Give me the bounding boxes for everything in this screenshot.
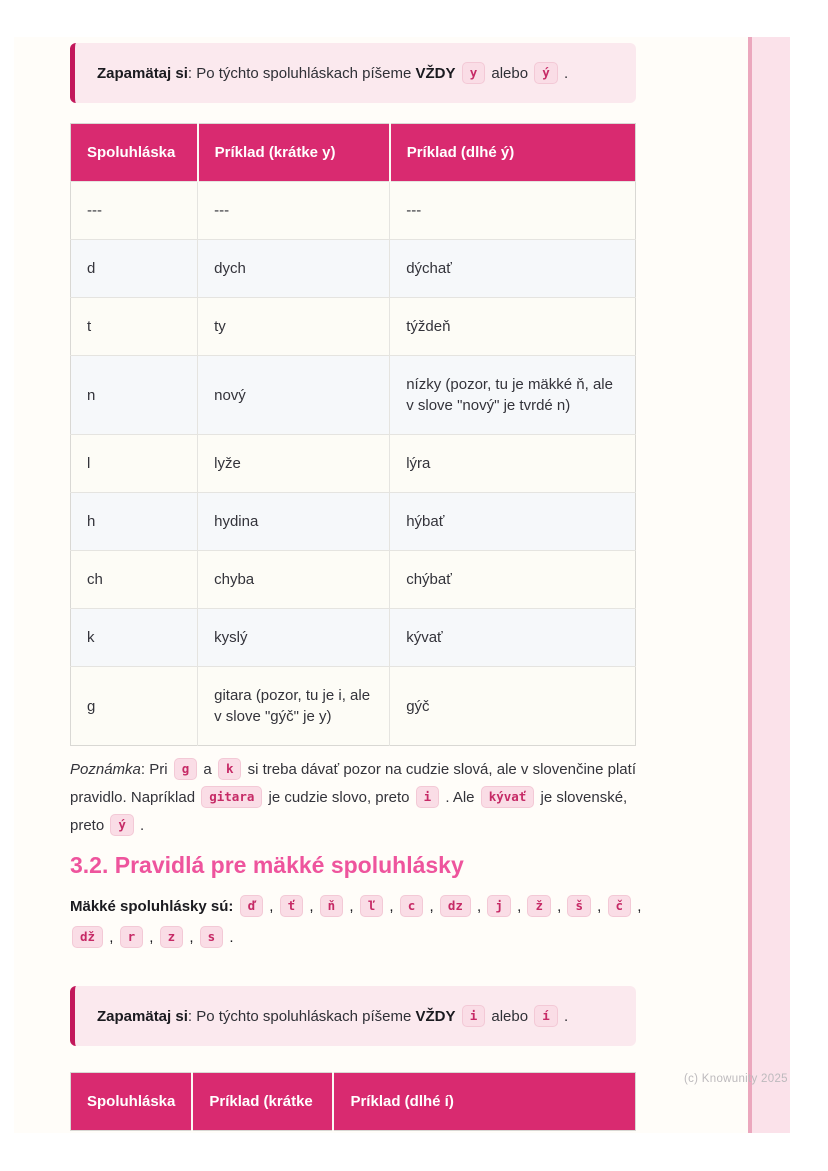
code-chip: ž [527,895,551,917]
text-segment: je cudzie slovo, preto [264,789,414,806]
text-segment [456,1008,460,1025]
text-segment: , [345,898,358,915]
table-cell: lyže [198,435,390,493]
text-segment: Zapamätaj si [97,1008,188,1025]
code-chip: y [462,62,486,84]
table-cell: d [71,240,198,298]
text-segment: , [105,929,118,946]
text-segment: , [385,898,398,915]
text-segment: alebo [487,65,533,82]
table-cell: gýč [390,667,636,746]
table-row [71,667,636,746]
table-cell: hydina [198,493,390,551]
table-cell: k [71,609,198,667]
table-cell: g [71,667,198,746]
text-segment: Zapamätaj si [97,65,188,82]
table-cell: týždeň [390,298,636,356]
code-chip: dž [72,926,103,948]
text-segment: , [185,929,198,946]
section-heading: 3.2. Pravidlá pre mäkké spoluhlásky [70,852,464,878]
code-chip: kývať [481,786,535,808]
code-chip: ň [320,895,344,917]
table-cell: --- [71,182,198,240]
text-segment: : Pri [140,761,172,778]
text-segment: , [552,898,566,915]
text-segment: je slovenské, preto [70,789,628,834]
text-segment: , [512,898,526,915]
table-header-row [71,124,636,182]
table-cell: lýra [390,435,636,493]
copyright-watermark: (c) Knowunity 2025 [684,1073,788,1085]
callout-remember-hard [70,43,636,103]
text-segment: Mäkké spoluhlásky sú: [70,898,238,915]
table-cell: t [71,298,198,356]
code-chip: ý [110,814,134,836]
text-segment: . [225,929,234,946]
page-edge-strip [748,37,790,1133]
code-chip: š [567,895,591,917]
table-cell: nízky (pozor, tu je mäkké ň, ale v slove "nový" je tvrdé n) [390,356,636,435]
table-cell: dych [198,240,390,298]
text-segment: , [145,929,158,946]
text-segment: Poznámka [70,761,141,778]
text-segment: VŽDY [415,65,456,82]
code-chip: i [462,1005,486,1027]
text-segment: a [199,761,216,778]
code-chip: gitara [201,786,262,808]
table-cell: ch [71,551,198,609]
hard-consonants-table [70,123,636,746]
text-segment: , [305,898,318,915]
code-chip: ľ [360,895,384,917]
table-row [71,182,636,240]
table-row [71,551,636,609]
callout-text [97,62,618,84]
table-row [71,493,636,551]
text-segment: , [472,898,486,915]
table-cell: hýbať [390,493,636,551]
code-chip: í [534,1005,558,1027]
code-chip: ť [280,895,304,917]
code-chip: j [487,895,511,917]
table-row [71,298,636,356]
code-chip: c [400,895,424,917]
table-header-cell: Spoluhláska [71,124,198,182]
table-header-cell: Príklad (krátke [192,1073,333,1131]
table-cell: dýchať [390,240,636,298]
table-cell: ty [198,298,390,356]
code-chip: č [608,895,632,917]
text-segment [456,65,460,82]
page-content [70,37,642,1131]
text-segment: . [559,65,569,82]
table-header-row [71,1073,636,1131]
code-chip: k [218,758,242,780]
table-body [71,182,636,746]
text-segment: , [633,898,642,915]
text-segment: alebo [487,1008,533,1025]
code-chip: g [174,758,198,780]
soft-consonants-line [70,891,664,953]
note-paragraph [70,756,664,840]
text-segment: VŽDY [415,1008,456,1025]
table-row [71,240,636,298]
table-header-cell: Príklad (dlhé í) [333,1073,635,1131]
callout-remember-soft [70,986,636,1046]
code-chip: dz [440,895,471,917]
table-header-cell: Príklad (dlhé ý) [390,124,636,182]
text-segment: . Ale [441,789,479,806]
code-chip: i [416,786,440,808]
table-cell: --- [198,182,390,240]
table-cell: n [71,356,198,435]
table-header-cell: Spoluhláska [71,1073,193,1131]
text-segment: : Po týchto spoluhláskach píšeme [187,1008,416,1025]
text-segment: : Po týchto spoluhláskach píšeme [187,65,416,82]
table-cell: h [71,493,198,551]
callout-text [97,1005,618,1027]
soft-consonants-table [70,1072,636,1131]
text-segment: si treba dávať pozor na cudzie slová, ale v slovenčine platí pravidlo. Napríklad [70,761,636,806]
text-segment: , [265,898,278,915]
table-cell: nový [198,356,390,435]
code-chip: z [160,926,184,948]
text-segment: , [593,898,606,915]
code-chip: s [200,926,224,948]
table-cell: --- [390,182,636,240]
table-header-cell: Príklad (krátke y) [198,124,390,182]
table-cell: kyslý [198,609,390,667]
table-cell: l [71,435,198,493]
code-chip: ď [240,895,264,917]
page-card [14,37,790,1133]
table-cell: kývať [390,609,636,667]
text-segment: , [425,898,438,915]
table-cell: gitara (pozor, tu je i, ale v slove "gýč" je y) [198,667,390,746]
table-cell: chyba [198,551,390,609]
text-segment: . [135,817,145,834]
table-cell: chýbať [390,551,636,609]
table-row [71,356,636,435]
code-chip: r [120,926,144,948]
code-chip: ý [534,62,558,84]
text-segment: . [559,1008,569,1025]
table-row [71,609,636,667]
table-row [71,435,636,493]
